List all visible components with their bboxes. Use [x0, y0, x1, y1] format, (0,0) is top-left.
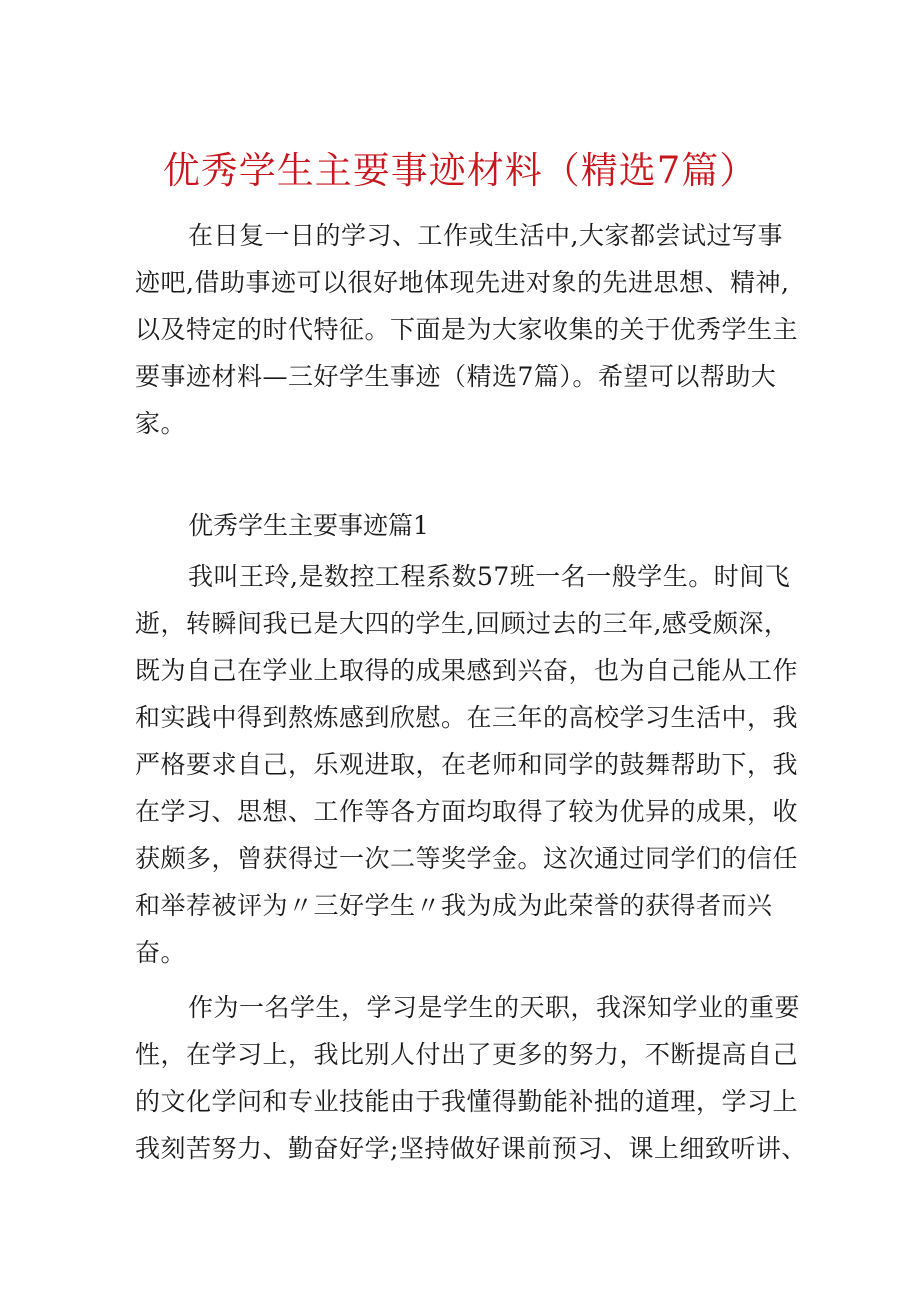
paragraph-line: 性，在学习上，我比别人付出了更多的努力，不断提高自己: [135, 1040, 799, 1069]
paragraph-line: 奋。: [135, 938, 187, 967]
intro-line: 家。: [135, 409, 187, 438]
paragraph-line: 逝，转瞬间我已是大四的学生,回顾过去的三年,感受颇深，: [135, 609, 790, 638]
intro-line: 以及特定的时代特征。下面是为大家收集的关于优秀学生主: [135, 315, 799, 344]
intro-line: 在日复一日的学习、工作或生活中,大家都尝试过写事: [188, 221, 783, 250]
paragraph-line: 我刻苦努力、勤奋好学;坚持做好课前预习、课上细致听讲、: [135, 1134, 807, 1163]
paragraph-line: 和实践中得到熬炼感到欣慰。在三年的高校学习生活中，我: [135, 703, 799, 732]
intro-line: 迹吧,借助事迹可以很好地体现先进对象的先进思想、精神,: [135, 268, 790, 297]
paragraph-line: 获颇多，曾获得过一次二等奖学金。这次通过同学们的信任: [135, 844, 799, 873]
paragraph-line: 的文化学问和专业技能由于我懂得勤能补拙的道理，学习上: [135, 1087, 799, 1116]
document-title: 优秀学生主要事迹材料（精选7篇）: [162, 149, 758, 192]
paragraph-line: 我叫王玲,是数控工程系数57班一名一般学生。时间飞: [188, 562, 791, 591]
paragraph-line: 严格要求自己，乐观进取，在老师和同学的鼓舞帮助下，我: [135, 750, 799, 779]
section-heading: 优秀学生主要事迹篇1: [188, 511, 429, 540]
paragraph-line: 既为自己在学业上取得的成果感到兴奋，也为自己能从工作: [135, 656, 799, 685]
intro-paragraph: [135, 212, 799, 447]
paragraph-2: [135, 984, 807, 1172]
paragraph-line: 在学习、思想、工作等各方面均取得了较为优异的成果，收: [135, 797, 799, 826]
paragraph-line: 和举荐被评为〃三好学生〃我为成为此荣誉的获得者而兴: [135, 891, 773, 920]
paragraph-1: [135, 553, 799, 976]
intro-line: 要事迹材料—三好学生事迹（精选7篇）。希望可以帮助大: [135, 362, 777, 391]
paragraph-line: 作为一名学生，学习是学生的天职，我深知学业的重要: [188, 993, 801, 1022]
